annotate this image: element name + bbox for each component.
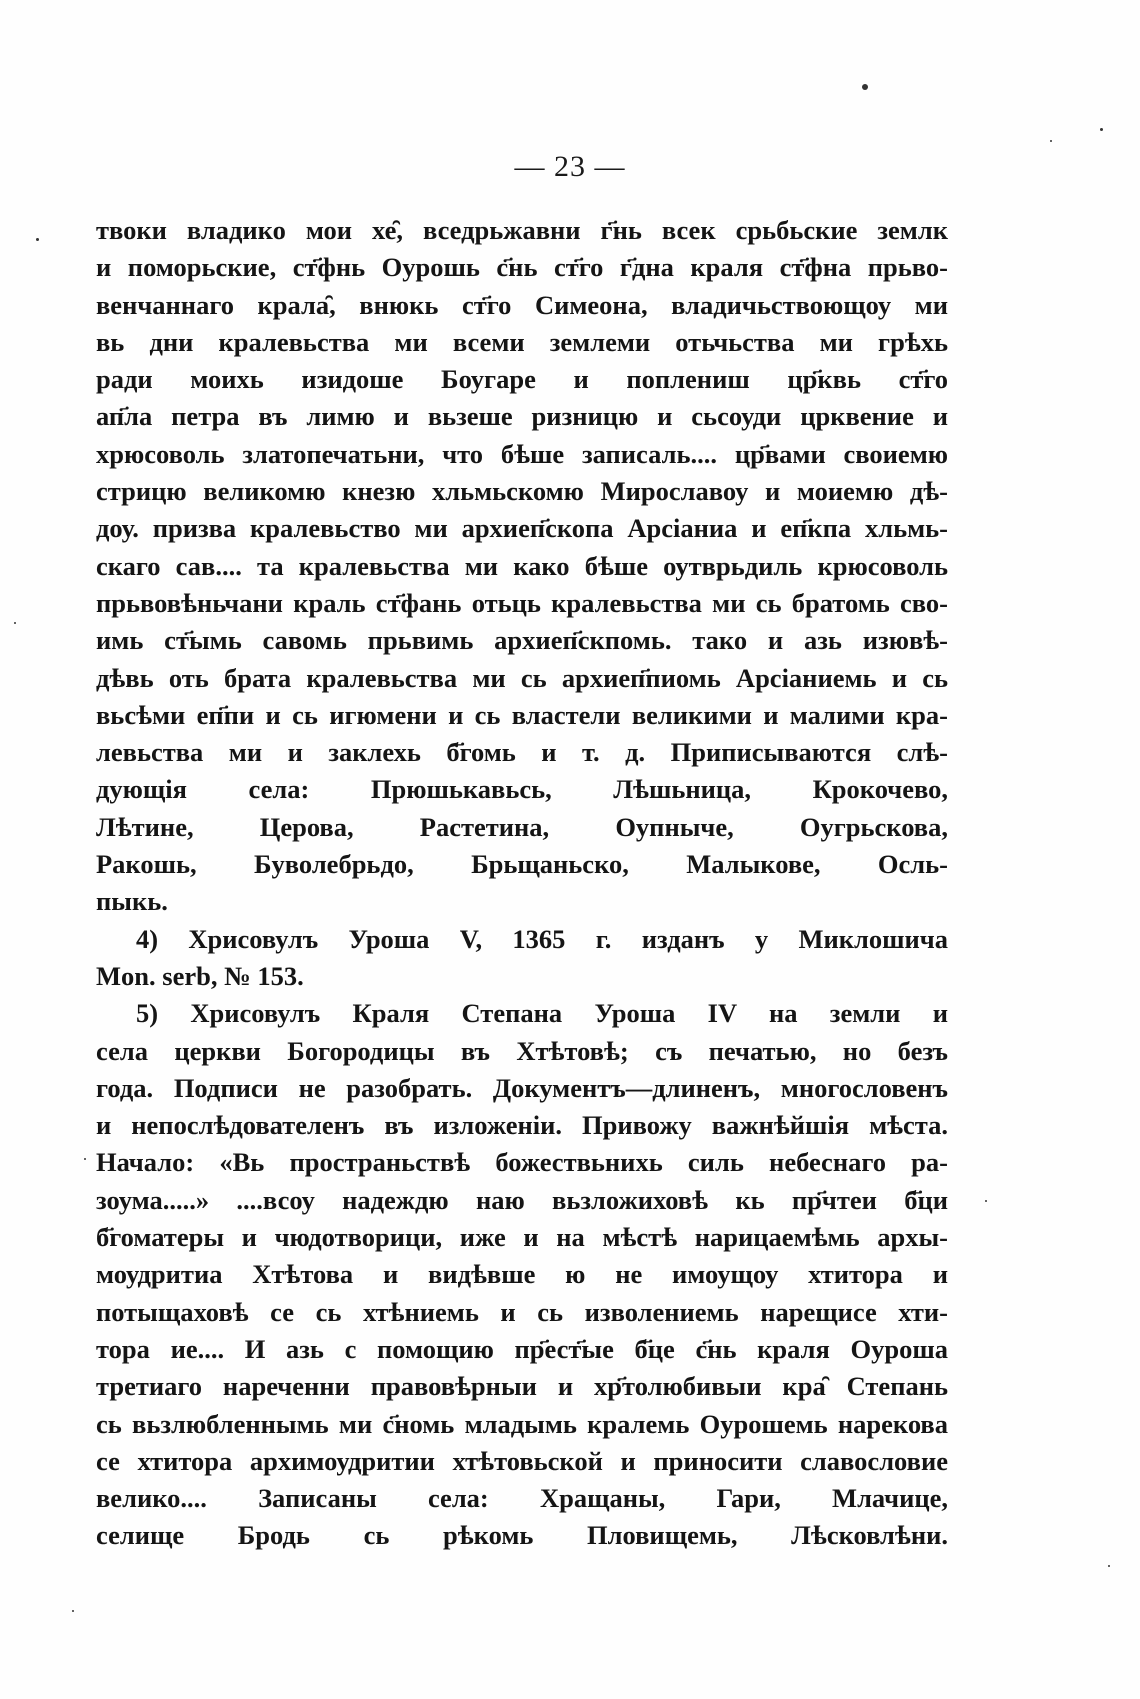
scan-speck [84, 1158, 86, 1160]
text-line: ради моихь изидоше Боугаре и поплениш цр҃квь ст҃го [96, 364, 948, 395]
text-line: дующія села: Прюшькавьсь, Лѣшьница, Крокочево, [96, 774, 948, 805]
text-line: вь дни кралевьства ми всеми землеми отьчьства ми грѣхь [96, 326, 948, 357]
text-line: потыщаховѣ се сь хтѣниемь и сь изволениемь нарещисе хти- [96, 1296, 948, 1327]
text-line: скаго сав.... та кралевьства ми како бѣше оутврьдиль крюсоволь [96, 550, 948, 581]
text-line: венчаннаго крала̑, внюкь ст҃го Симеона, владичьствоющоу ми [96, 289, 948, 320]
scan-speck [1100, 128, 1103, 131]
body-text [96, 212, 948, 1555]
text-line: прьвовѣньчани краль ст҃фань отьць кралевьства ми сь братомь сво- [96, 587, 948, 618]
text-line: пыкь. [96, 886, 168, 917]
text-line: третиаго нареченни правовѣрныи и хр҃толюбивыи кра̑ Степань [96, 1371, 948, 1402]
text-line: хрюсоволь златопечатьни, что бѣше записаль.... цр҃вами своиемю [96, 438, 948, 469]
text-line: селище Бродь сь рѣкомь Пловищемь, Лѣсковлѣни. [96, 1520, 948, 1551]
text-line: доу. призва кралевьство ми архиеп҃скопа Арсіаниа и еп҃кпа хльмь- [96, 513, 948, 544]
text-line: села церкви Богородицы въ Хтѣтовѣ; съ печатью, но безъ [96, 1035, 948, 1066]
page-number: — 23 — [514, 150, 626, 183]
text-line: ап҃ла петра въ лимю и вьзеше ризницю и сьсоуди црквение и [96, 401, 948, 432]
text-line: дѣвь оть брата кралевьства ми сь архиеп҃пиомь Арсіаниемь и сь [96, 662, 948, 693]
text-line: сь вьзлюбленнымь ми с҃номь младымь кралемь Оурошемь нарекова [96, 1408, 948, 1439]
text-line: и поморьские, ст҃фнь Оурошь с҃нь ст҃го г҃дна краля ст҃фна прьво- [96, 252, 948, 283]
text-line: тора ие.... И азь с помощию пр҃ест҃ые б҃це с҃нь краля Оуроша [96, 1333, 948, 1364]
scan-speck [985, 1200, 987, 1202]
text-line: и непослѣдователенъ въ изложеніи. Привожу важнѣйшія мѣста. [96, 1110, 948, 1141]
text-line: б҃гоматеры и чюдотворици, иже и на мѣстѣ нарицаемѣмь архы- [96, 1222, 948, 1253]
text-line: Ракошь, Бyволебрьдо, Брьщаньско, Малыкове, Осль- [96, 849, 948, 880]
scan-speck [72, 1610, 74, 1612]
text-line: левьства ми и заклехь б҃гомь и т. д. Приписываются слѣ- [96, 737, 948, 768]
text-line: вьсѣми еп҃пи и сь игюмени и сь властели великими и малими кра- [96, 699, 948, 730]
text-line: Начало: «Вь пространьствѣ божествьнихь силь небеснаго ра- [96, 1147, 948, 1178]
text-line: 5) Хрисовулъ Краля Степана Уроша IV на земли и [136, 998, 948, 1029]
scan-speck [14, 622, 16, 624]
text-line: 4) Хрисовулъ Уроша V, 1365 г. изданъ у Миклошича [136, 923, 948, 954]
scan-speck [1108, 1565, 1110, 1567]
text-line: стрицю великомю кнезю хльмьскомю Мирославоу и моиемю дѣ- [96, 476, 948, 507]
text-line: велико.... Записаны села: Хращаны, Гари, Млачице, [96, 1483, 948, 1514]
scan-speck [1050, 140, 1052, 142]
scan-speck [36, 238, 39, 241]
text-line: имь ст҃ымь савомь прьвимь архиеп҃скпомь. тако и азь изювѣ- [96, 625, 948, 656]
text-line: се хтитора архимоудритии хтѣтовьской и приносити славословие [96, 1445, 948, 1476]
text-line: моудритиа Хтѣтова и видѣвше ю не имоущоу хтитора и [96, 1259, 948, 1290]
text-line: зоума.....» ....всоу надеждю наю вьзложиховѣ кь пр҃чтеи б҃ци [96, 1184, 948, 1215]
scan-speck [862, 84, 868, 90]
text-line: Лѣтине, Церова, Растетина, Оупныче, Оугрьскова, [96, 811, 948, 842]
text-line: Mon. serb, № 153. [96, 960, 304, 991]
text-line: года. Подписи не разобрать. Документъ—длиненъ, многословенъ [96, 1072, 948, 1103]
text-line: твоки владико мои хе̑, вседрьжавни г҃нь всек срьбьские землк [96, 215, 948, 245]
